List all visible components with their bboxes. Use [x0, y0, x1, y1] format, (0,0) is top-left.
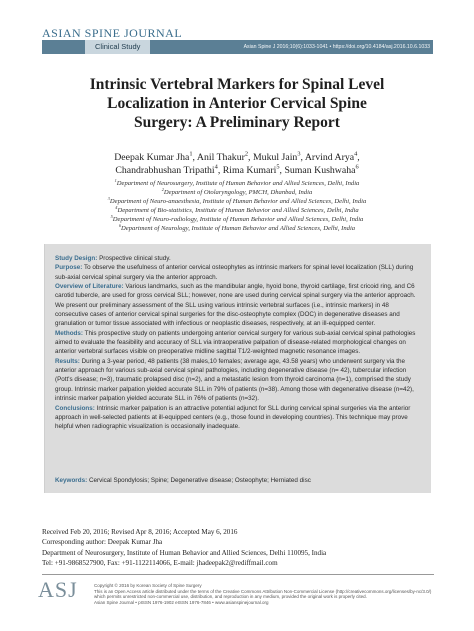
author-name: Deepak Kumar Jha	[114, 152, 190, 163]
author-name: Anil Thakur	[196, 152, 245, 163]
affiliation-text: Department of Neuro-radiology, Institute of Human Behavior and Allied Sciences, Delhi, India	[112, 215, 364, 223]
author-contact[interactable]: Tel: +91-9868527900, Fax: +91-1122114066, E-mail: jhadeepak2@rediffmail.com	[42, 559, 278, 568]
abstract-results	[55, 357, 423, 404]
affiliation-text: Department of Neurosurgery, Institute of Human Behavior and Allied Sciences, Delhi, India	[116, 180, 360, 187]
abstract-conclusions	[55, 404, 423, 432]
affiliation-text: Department of Otolaryngology, PMCH, Dhanbad, India	[163, 188, 313, 196]
title-line: Localization in Anterior Cervical Spine	[107, 95, 367, 112]
author-list	[40, 151, 434, 177]
author-sup: 4	[354, 150, 358, 158]
section-text: Prospective clinical study.	[99, 255, 171, 262]
footer-copyright	[94, 583, 439, 605]
author-sep: ,	[279, 165, 285, 176]
author-sup: 3	[297, 150, 301, 158]
title-line: Intrinsic Vertebral Markers for Spinal Level	[89, 76, 385, 93]
footer-line[interactable]: This is an Open Access article distributed under the terms of the Creative Commons Attribution Non-Commercial License (http://creativecommons.org/licenses/by-nc/3.0/)	[94, 588, 432, 594]
title-line: Surgery: A Preliminary Report	[134, 114, 340, 131]
section-label: Conclusions:	[55, 404, 95, 412]
article-dates: Received Feb 20, 2016; Revised Apr 8, 2016; Accepted May 6, 2016	[42, 528, 238, 536]
section-text: Various landmarks, such as the mandibular angle, hyoid bone, thyroid cartilage, first cricoid ring, and C6 carotid tubercle, are used for gross cervical SLL; however, none are used during cervical spinal surgery via the anterior approach. We present our preliminary assessment of the SLL using various intrinsic vertebral surfaces (i.e., intrinsic markers) in 48 consecutive cases of anterior cervical spinal surgeries for the disc-osteophyte complex (DOC) in degenerative diseases and granulation or tumor tissue associated with infectious or neoplastic diseases, respectively, at an ill-equipped center.	[55, 283, 416, 328]
affiliation-sup: 3	[107, 195, 110, 201]
author-sep: ,	[248, 152, 253, 163]
author-address: Department of Neurosurgery, Institute of Human Behavior and Allied Sciences, Delhi 110095, India	[42, 548, 327, 557]
affiliation	[40, 195, 434, 207]
journal-name: ASIAN SPINE JOURNAL	[42, 26, 183, 40]
abstract-methods	[55, 329, 423, 357]
author-sup: 6	[355, 163, 359, 171]
affiliation-sup: 5	[110, 213, 113, 219]
footer-line: Copyright © 2016 by Korean Society of Spine Surgery	[94, 583, 202, 588]
author-line	[40, 164, 434, 177]
keywords-text: Cervical Spondylosis; Spine; Degenerative disease; Osteophyte; Herniated disc	[88, 477, 311, 484]
affiliation-sup: 6	[118, 222, 122, 228]
affiliation-text: Department of Bio-statistics, Institute of Human Behavior and Allied Sciences, Delhi, India	[117, 206, 359, 214]
author-sep: ,	[192, 152, 197, 163]
abstract-keywords	[55, 476, 423, 485]
author-line	[40, 151, 434, 164]
affiliation-sup: 4	[115, 204, 118, 210]
abstract-purpose	[55, 263, 423, 282]
author-sup: 1	[189, 150, 193, 158]
section-text: To observe the usefulness of anterior cervical osteophytes as intrinsic markers for spinal level localization (SLL) during sub-axial cervical spinal surgery via the anterior approach.	[55, 264, 414, 281]
abstract-box	[44, 244, 431, 493]
section-label: Keywords:	[55, 477, 88, 484]
citation-doi[interactable]: Asian Spine J 2016;10(6):1033-1041 • https://doi.org/10.4184/asj.2016.10.6.1033	[243, 44, 430, 50]
section-label: Methods:	[55, 329, 83, 337]
author-name: Chandrabhushan Tripathi	[115, 165, 215, 176]
footer-line: which permits unrestricted non-commercial use, distribution, and reproduction in any medium, provided the original work is properly cited.	[94, 594, 367, 600]
abstract-body	[55, 254, 423, 432]
section-label: Clinical Study	[85, 40, 150, 54]
correspondence-block	[42, 527, 442, 569]
author-name: Suman Kushwaha	[284, 165, 356, 176]
author-sup: 4	[214, 163, 218, 171]
affiliation	[40, 177, 434, 189]
affiliation	[40, 222, 434, 234]
article-title	[40, 75, 434, 132]
author-sep: ,	[300, 152, 305, 163]
affiliation	[40, 186, 434, 198]
footer-divider	[42, 574, 434, 575]
author-sep: ,	[217, 165, 223, 176]
author-name: Arvind Arya	[304, 152, 355, 163]
author-sup: 5	[276, 163, 280, 171]
section-text: During a 3-year period, 48 patients (38 males,10 females; average age, 43.58 years) who underwent surgery via the anterior approach for various sub-axial cervical spinal pathologies, including degenerative disease (n= 42), tubercular infection (Pott's disease; n=3), traumatic prolapsed disc (n=2), and a metastatic lesion from thyroid carcinoma (n=1), comprised the study group. Intrinsic marker palpation yielded accurate SLL in 79% of patients (n=38). Among those with degenerative disease (n=42), intrinsic marker palpation yielded accurate SLL in 76% of patients (n=32).	[55, 357, 414, 403]
journal-logo: ASJ	[38, 577, 78, 602]
affiliation-sup: 2	[161, 186, 164, 192]
footer-line[interactable]: Asian Spine Journal • pISSN 1976-1902 eISSN 1976-7846 • www.asianspinejournal.org	[94, 599, 269, 605]
author-sup: 2	[244, 150, 249, 158]
section-text: Intrinsic marker palpation is an attractive potential adjunct for SLL during cervical spinal surgeries via the anterior approach in well-selected patients at ill-equipped centers (e.g., those found in developing countries). This technique may prove helpful when radiographic visualization is occasionally inadequate.	[55, 404, 411, 431]
corresponding-author: Corresponding author: Deepak Kumar Jha	[42, 538, 163, 547]
abstract-overview	[55, 282, 423, 329]
author-sep: ,	[357, 152, 360, 163]
abstract-study-design	[55, 254, 423, 263]
section-label: Overview of Literature:	[55, 283, 124, 291]
author-name: Mukul Jain	[252, 152, 298, 163]
affiliation-text: Department of Neurology, Institute of Human Behavior and Allied Sciences, Delhi, India	[121, 224, 356, 232]
affiliation-list	[40, 177, 434, 233]
section-text: This prospective study on patients undergoing anterior cervical surgery for various sub-axial cervical spinal pathologies aimed to evaluate the feasibility and accuracy of SLL via intraoperative palpation of disease-related morphological changes on anterior vertebral surfaces visible on preoperative midline sagittal T1/2-weighted magnetic resonance images.	[55, 329, 416, 356]
affiliation-sup: 1	[114, 177, 117, 183]
section-label: Purpose:	[55, 264, 83, 272]
section-label: Results:	[55, 357, 80, 365]
section-label: Study Design:	[55, 255, 98, 262]
affiliation-text: Department of Neuro-anaesthesia, Institute of Human Behavior and Allied Sciences, Delhi, India	[109, 197, 367, 205]
author-name: Rima Kumari	[222, 165, 277, 176]
